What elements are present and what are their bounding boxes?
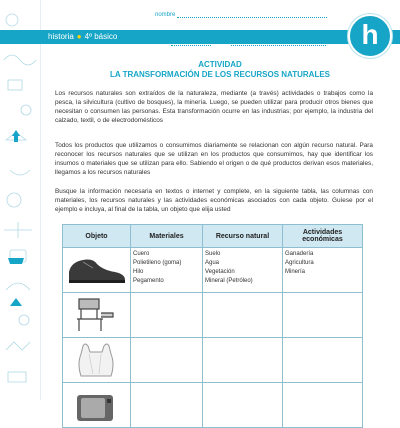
activity-label: ACTIVIDAD: [198, 60, 242, 69]
name-label: nombre: [155, 12, 176, 18]
materials-cell-empty[interactable]: [131, 383, 203, 428]
date-line[interactable]: [231, 45, 326, 46]
activity-item: Agricultura: [285, 260, 314, 266]
activity-title: LA TRANSFORMACIÓN DE LOS RECURSOS NATURALES: [110, 70, 330, 79]
decorative-sidebar: [0, 0, 41, 400]
material-item: Hilo: [133, 269, 144, 275]
materials-cell-empty[interactable]: [131, 338, 203, 383]
material-item: Pegamento: [133, 278, 164, 284]
object-cell-school-chair: [63, 293, 131, 338]
date-field[interactable]: [215, 40, 326, 46]
activities-cell-empty[interactable]: [283, 338, 363, 383]
paragraph-intro: Los recursos naturales son extraídos de la naturaleza, mediante (a través) actividades o trabajos como la pesca, la silvicultura (cultivo de bosques), la minería. Luego, se pueden utilizar para producir otros bienes que necesitan o consumen las personas. Esta transformación ocurre en las industrias; por ejemplo, la industria del calzado, textil, o de electrodomésticos: [55, 90, 373, 124]
header-object: Objeto: [63, 225, 131, 248]
table-row: [63, 338, 363, 383]
television-icon: [65, 385, 127, 423]
grade-label: 4º básico: [84, 32, 118, 41]
resources-table: [62, 224, 363, 428]
header-materials: Materiales: [131, 225, 203, 248]
object-cell-plastic-bag: [63, 338, 131, 383]
activities-cell-empty[interactable]: [283, 383, 363, 428]
table-row: [63, 248, 363, 293]
activity-item: Minería: [285, 269, 306, 275]
resource-item: Vegetación: [205, 269, 235, 275]
table-row: [63, 383, 363, 428]
table-header-row: [63, 225, 363, 248]
sidebar-history-icons-pattern: [0, 0, 40, 400]
material-item: Cuero: [133, 251, 150, 257]
resource-item: Suelo: [205, 251, 221, 257]
history-logo: h: [348, 14, 392, 58]
table-row: [63, 293, 363, 338]
name-field[interactable]: [155, 12, 327, 18]
resources-cell: [203, 248, 283, 293]
material-item: Polietileno (goma): [133, 260, 182, 266]
shoe-icon: [65, 250, 127, 288]
name-line[interactable]: [177, 17, 327, 18]
resources-cell-empty[interactable]: [203, 383, 283, 428]
activities-cell-empty[interactable]: [283, 293, 363, 338]
course-line[interactable]: [171, 45, 211, 46]
resource-item: Mineral (Petróleo): [205, 278, 253, 284]
activities-cell: [283, 248, 363, 293]
header-natural-resource: Recurso natural: [203, 225, 283, 248]
activity-item: Ganadería: [285, 251, 314, 257]
subject-label: historia: [48, 32, 74, 41]
course-label: curso: [155, 40, 170, 46]
resource-item: Agua: [205, 260, 220, 266]
object-cell-shoe: [63, 248, 131, 293]
plastic-bag-icon: [65, 340, 127, 378]
object-cell-television: [63, 383, 131, 428]
school-chair-icon: [65, 295, 127, 333]
resources-cell-empty[interactable]: [203, 293, 283, 338]
materials-cell-empty[interactable]: [131, 293, 203, 338]
materials-cell: [131, 248, 203, 293]
resources-cell-empty[interactable]: [203, 338, 283, 383]
course-field[interactable]: [155, 40, 211, 46]
breadcrumb-separator: ●: [76, 32, 82, 41]
header-economic-activities: Actividades económicas: [283, 225, 363, 248]
breadcrumb: [48, 31, 117, 43]
paragraph-instructions: Busque la información necesaria en textos o internet y complete, en la siguiente tabla, las columnas con materiales, los recursos naturales y las actividades económicas asociados con cada objeto. Guíese por el ejemplo e incluya, al final de la tabla, un objeto que elija usted: [55, 188, 373, 213]
paragraph-products: Todos los productos que utilizamos o consumimos diariamente se relacionan con algún recurso natural. Para reconocer los recursos naturales que se utilizan en los productos que consumimos, hay que identificar los insumos o materiales que se utilizan para ello. Sabiendo el origen o de qué productos derivan esos materiales, llegamos a los recursos naturales: [55, 142, 373, 176]
date-label: fecha: [215, 40, 230, 46]
